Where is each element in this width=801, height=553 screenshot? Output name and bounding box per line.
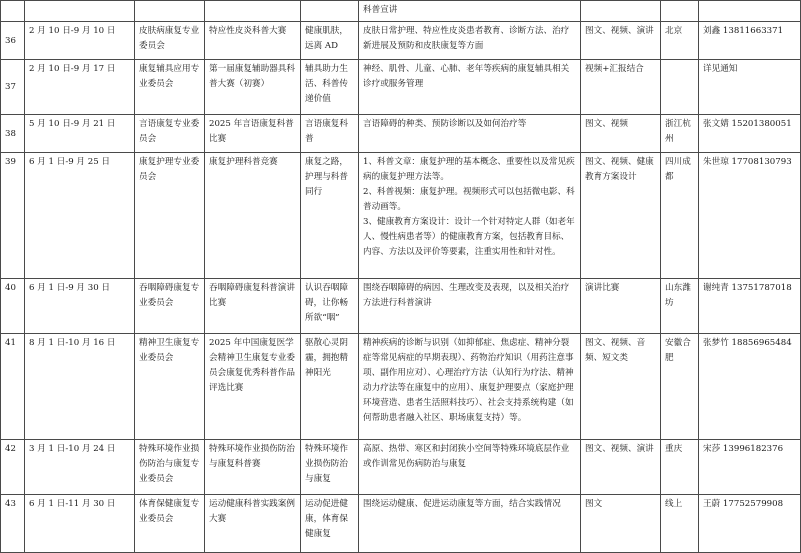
cell-format xyxy=(581,1,661,22)
cell-contact: 刘鑫 13811663371 xyxy=(699,22,801,60)
cell-event: 2025 年言语康复科普比赛 xyxy=(205,115,301,153)
cell-location: 重庆 xyxy=(661,440,699,495)
table-row xyxy=(1,495,801,553)
cell-period: 3 月 1 日-10 月 24 日 xyxy=(25,440,135,495)
cell-contact: 张文婧 15201380051 xyxy=(699,115,801,153)
cell-theme: 认识吞咽障碍，让你畅所欲“咽” xyxy=(301,279,359,334)
cell-contact: 宋莎 13996182376 xyxy=(699,440,801,495)
cell-no: 37 xyxy=(1,60,25,115)
cell-contact: 王蔚 17752579908 xyxy=(699,495,801,553)
table-row xyxy=(1,334,801,440)
cell-location: 北京 xyxy=(661,22,699,60)
cell-no: 42 xyxy=(1,440,25,495)
cell-format: 图文、视频、演讲 xyxy=(581,22,661,60)
cell-contact xyxy=(699,1,801,22)
cell-period: 2 月 10 日-9 月 17 日 xyxy=(25,60,135,115)
cell-period: 5 月 10 日-9 月 21 日 xyxy=(25,115,135,153)
cell-theme: 特殊环境作业损伤防治与康复 xyxy=(301,440,359,495)
cell-detail: 围绕吞咽障碍的病因、生理改变及表现，以及相关治疗方法进行科普演讲 xyxy=(359,279,581,334)
cell-no xyxy=(1,1,25,22)
cell-org: 精神卫生康复专业委员会 xyxy=(135,334,205,440)
cell-period xyxy=(25,1,135,22)
cell-format: 图文、视频、健康教育方案设计 xyxy=(581,153,661,279)
cell-detail: 科普宣讲 xyxy=(359,1,581,22)
cell-no: 39 xyxy=(1,153,25,279)
cell-detail: 神经、肌骨、儿童、心肺、老年等疾病的康复辅具相关诊疗或服务管理 xyxy=(359,60,581,115)
cell-period: 2 月 10 日-9 月 10 日 xyxy=(25,22,135,60)
cell-period: 6 月 1 日-11 月 30 日 xyxy=(25,495,135,553)
cell-theme: 驱散心灵阴霾，拥抱精神阳光 xyxy=(301,334,359,440)
cell-event: 2025 年中国康复医学会精神卫生康复专业委员会康复优秀科普作品评选比赛 xyxy=(205,334,301,440)
cell-format: 演讲比赛 xyxy=(581,279,661,334)
cell-contact: 朱世琼 17708130793 xyxy=(699,153,801,279)
cell-org: 体育保健康复专业委员会 xyxy=(135,495,205,553)
cell-theme: 辅具助力生活、科普传递价值 xyxy=(301,60,359,115)
cell-no: 43 xyxy=(1,495,25,553)
detail-item-video: 2、科普视频：康复护理。视频形式可以包括微电影、科普动画等。 xyxy=(363,187,575,212)
cell-detail: 高原、热带、寒区和封闭狭小空间等特殊环境底层作业或作训常见伤病防治与康复 xyxy=(359,440,581,495)
cell-location: 安徽合肥 xyxy=(661,334,699,440)
cell-org: 康复护理专业委员会 xyxy=(135,153,205,279)
table-row xyxy=(1,22,801,60)
cell-event: 康复护理科普竞赛 xyxy=(205,153,301,279)
cell-event: 特应性皮炎科普大赛 xyxy=(205,22,301,60)
table-row xyxy=(1,440,801,495)
cell-format: 图文、视频、音频、短文类 xyxy=(581,334,661,440)
cell-period: 8 月 1 日-10 月 16 日 xyxy=(25,334,135,440)
table-row xyxy=(1,153,801,279)
cell-org: 康复辅具应用专业委员会 xyxy=(135,60,205,115)
cell-detail: 围绕运动健康、促进运动康复等方面，结合实践情况 xyxy=(359,495,581,553)
cell-org xyxy=(135,1,205,22)
cell-no: 38 xyxy=(1,115,25,153)
cell-theme: 健康肌肤，远离 AD xyxy=(301,22,359,60)
cell-org: 特殊环境作业损伤防治与康复专业委员会 xyxy=(135,440,205,495)
cell-format: 视频+汇报结合 xyxy=(581,60,661,115)
cell-event: 特殊环境作业损伤防治与康复科普赛 xyxy=(205,440,301,495)
cell-org: 言语康复专业委员会 xyxy=(135,115,205,153)
cell-period: 6 月 1 日-9 月 25 日 xyxy=(25,153,135,279)
cell-detail xyxy=(359,153,581,279)
detail-item-plan: 3、健康教育方案设计：设计一个针对特定人群（如老年人、慢性病患者等）的健康教育方案，包括教育目标、内容、方法以及评价等要素，注重实用性和针对性。 xyxy=(363,217,575,257)
cell-theme: 康复之路，护理与科普同行 xyxy=(301,153,359,279)
cell-contact: 详见通知 xyxy=(699,60,801,115)
cell-theme: 言语康复科普 xyxy=(301,115,359,153)
cell-no: 36 xyxy=(1,22,25,60)
cell-location: 山东潍坊 xyxy=(661,279,699,334)
cell-detail: 皮肤日常护理、特应性皮炎患者教育、诊断方法、治疗新进展及预防和皮肤康复等方面 xyxy=(359,22,581,60)
cell-no: 41 xyxy=(1,334,25,440)
cell-format: 图文、视频 xyxy=(581,115,661,153)
table-row-continuation xyxy=(1,1,801,22)
cell-org: 皮肤病康复专业委员会 xyxy=(135,22,205,60)
cell-detail: 精神疾病的诊断与识别（如抑郁症、焦虑症、精神分裂症等常见病症的早期表现）、药物治疗知识（用药注意事项、副作用应对）、心理治疗方法（认知行为疗法、精神动力疗法等在康复中的应用）、康复护理要点（家庭护理环境营造、患者生活照料技巧）、社会支持系统构建（如何帮助患者融入社区、职场康复支持）等。 xyxy=(359,334,581,440)
cell-location xyxy=(661,60,699,115)
cell-location: 线上 xyxy=(661,495,699,553)
cell-location: 浙江杭州 xyxy=(661,115,699,153)
table-row xyxy=(1,279,801,334)
cell-contact: 张梦竹 18856965484 xyxy=(699,334,801,440)
cell-format: 图文 xyxy=(581,495,661,553)
cell-location: 四川成都 xyxy=(661,153,699,279)
table-row xyxy=(1,60,801,115)
cell-no: 40 xyxy=(1,279,25,334)
table-row xyxy=(1,115,801,153)
cell-format: 图文、视频、演讲 xyxy=(581,440,661,495)
cell-event: 第一届康复辅助器具科普大赛（初赛） xyxy=(205,60,301,115)
detail-item-article: 1、科普文章：康复护理的基本概念、重要性以及常见疾病的康复护理方法等。 xyxy=(363,157,575,182)
cell-org: 吞咽障碍康复专业委员会 xyxy=(135,279,205,334)
cell-event: 运动健康科普实践案例大赛 xyxy=(205,495,301,553)
cell-contact: 谢纯青 13751787018 xyxy=(699,279,801,334)
cell-period: 6 月 1 日-9 月 30 日 xyxy=(25,279,135,334)
cell-location xyxy=(661,1,699,22)
cell-event: 吞咽障碍康复科普演讲比赛 xyxy=(205,279,301,334)
cell-theme xyxy=(301,1,359,22)
cell-detail: 言语障碍的种类、预防诊断以及如何治疗等 xyxy=(359,115,581,153)
cell-event xyxy=(205,1,301,22)
cell-theme: 运动促进健康，体育保健康复 xyxy=(301,495,359,553)
